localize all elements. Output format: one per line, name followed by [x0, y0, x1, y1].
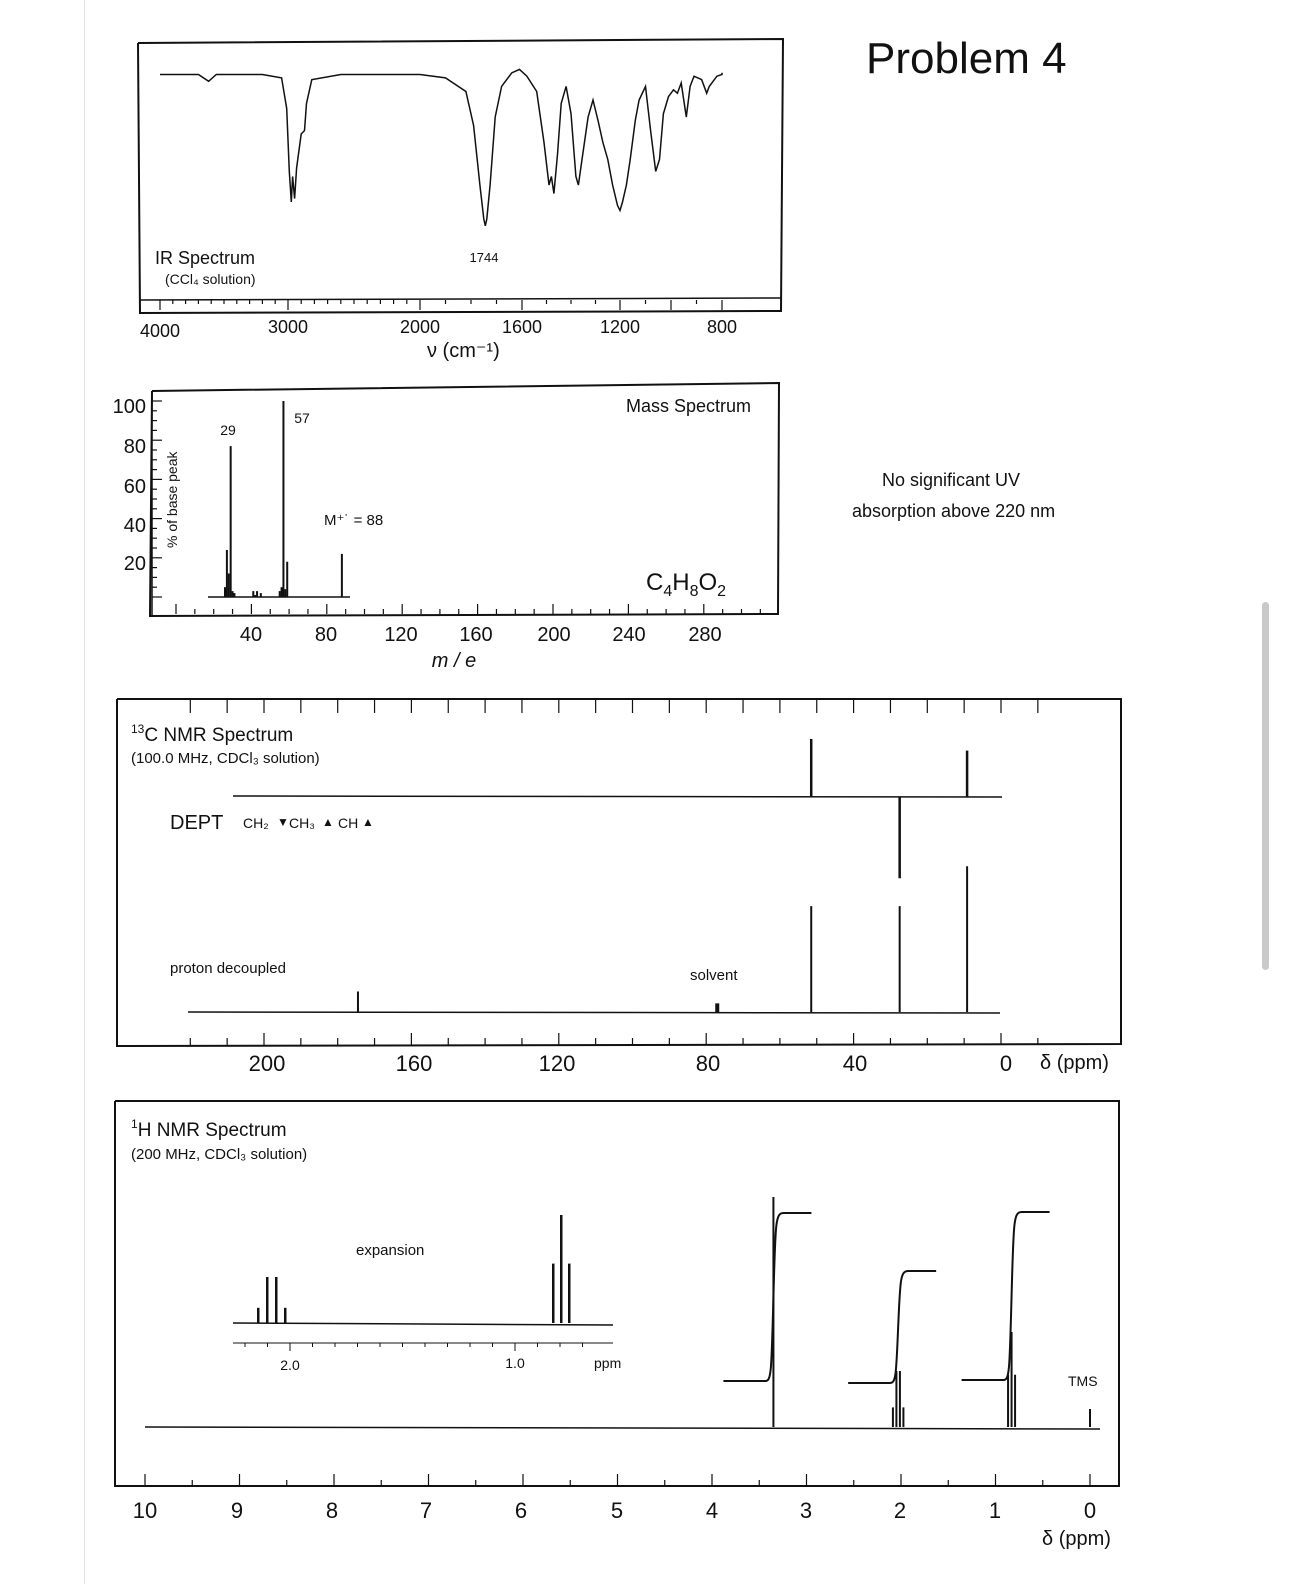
h1-expansion-tick-label: 1.0 [505, 1355, 525, 1371]
h1-tick-label: 0 [1083, 1498, 1097, 1523]
ms-peak-label-57: 57 [294, 410, 310, 426]
ms-y-tick-label: 80 [123, 436, 146, 458]
c13-subtitle: (100.0 MHz, CDCl₃ solution) [131, 750, 320, 767]
ms-bars [225, 401, 342, 597]
mass-spectrum [113, 383, 779, 672]
h1-expansion-tick-label: 2.0 [280, 1357, 300, 1373]
c13-proton-decoupled-label: proton decoupled [170, 960, 286, 977]
ms-x-tick-label: 200 [537, 624, 571, 646]
ms-peak-label-29: 29 [220, 422, 236, 438]
h1-trace [145, 1197, 1100, 1429]
ms-x-tick-label: 160 [459, 624, 493, 646]
c13-tick-label: 40 [842, 1051, 868, 1076]
ir-tick-label: 1200 [599, 317, 641, 337]
c13-title: $^{13}$C NMR Spectrum [131, 722, 294, 746]
c13-nmr-spectrum [117, 699, 1121, 1076]
h1-tick-label: 3 [799, 1498, 813, 1523]
h1-subtitle: (200 MHz, CDCl₃ solution) [131, 1146, 308, 1163]
ms-y-tick-label: 40 [123, 515, 146, 537]
ir-title: IR Spectrum [155, 248, 256, 268]
c13-dept-trace [233, 739, 1002, 878]
ir-tick-label: 4000 [139, 321, 181, 341]
c13-tick-label: 0 [999, 1051, 1013, 1076]
c13-x-axis-label: δ (ppm) [1040, 1052, 1109, 1074]
h1-expansion-unit: ppm [594, 1355, 622, 1371]
c13-tick-labels [249, 1051, 1012, 1076]
ir-axis-line [140, 298, 781, 300]
h1-integral-curve [723, 1213, 811, 1381]
c13-dept-ch2-arrow-icon: ▼ [277, 815, 289, 829]
h1-tick-label: 5 [610, 1498, 624, 1523]
c13-dept-ch-arrow-icon: ▲ [362, 815, 374, 829]
h1-expansion-inset [233, 1215, 613, 1351]
c13-solvent-label: solvent [690, 967, 738, 984]
ir-tick-label: 3000 [267, 317, 309, 337]
c13-dept-ch3: CH₃ [289, 815, 315, 831]
h1-tick-label: 10 [132, 1498, 158, 1523]
ms-y-axis-label: % of base peak [164, 451, 180, 548]
ms-x-axis-label: m / e [431, 650, 477, 672]
ir-tick-label: 2000 [399, 317, 441, 337]
h1-nmr-spectrum [115, 1101, 1119, 1550]
ms-x-tick-label: 120 [384, 624, 418, 646]
page-title: Problem 4 [866, 34, 1067, 83]
ir-tick-label: 1600 [501, 317, 543, 337]
h1-tms-label: TMS [1068, 1373, 1098, 1389]
h1-tick-label: 2 [893, 1498, 907, 1523]
h1-expansion-baseline [233, 1323, 613, 1325]
h1-ticks [145, 1474, 1090, 1486]
h1-x-axis-label: δ (ppm) [1042, 1528, 1111, 1550]
ms-x-tick-label: 240 [612, 624, 646, 646]
c13-decoupled-baseline [188, 1012, 1000, 1013]
ms-molecular-ion-label: M⁺˙ = 88 [324, 512, 384, 529]
ir-x-axis-label: ν (cm⁻¹) [427, 340, 500, 362]
ms-y-tick-labels [113, 396, 146, 575]
ir-tick-label: 800 [706, 317, 738, 337]
ir-trace [160, 69, 722, 225]
ms-y-tick-label: 60 [123, 476, 146, 498]
c13-tick-label: 200 [248, 1051, 286, 1076]
ms-x-tick-label: 40 [239, 624, 263, 646]
uv-note-line1: No significant UV [882, 470, 1021, 490]
h1-tick-label: 1 [988, 1498, 1002, 1523]
uv-note-line2: absorption above 220 nm [852, 501, 1056, 521]
h1-tick-label: 8 [325, 1498, 339, 1523]
h1-expansion-label: expansion [356, 1242, 425, 1259]
ir-subtitle: (CCl₄ solution) [165, 271, 256, 287]
h1-baseline [145, 1427, 1100, 1429]
h1-integral-curve [962, 1212, 1050, 1380]
h1-tick-label: 9 [230, 1498, 244, 1523]
ms-x-tick-label: 280 [688, 624, 722, 646]
ms-y-tick-label: 20 [123, 553, 146, 575]
h1-tick-label: 4 [705, 1498, 719, 1523]
ir-annotation-1744: 1744 [469, 250, 499, 265]
ms-x-tick-labels [240, 624, 722, 646]
h1-integrals [723, 1212, 1049, 1383]
c13-tick-label: 80 [695, 1051, 721, 1076]
h1-integral-curve [848, 1271, 936, 1383]
ms-x-tick-label: 80 [314, 624, 338, 646]
c13-tick-label: 120 [538, 1051, 576, 1076]
h1-tick-label: 6 [514, 1498, 528, 1523]
ms-y-tick-label: 100 [112, 396, 146, 418]
ms-title: Mass Spectrum [626, 396, 752, 416]
ir-tick-labels [140, 317, 737, 341]
c13-tick-label: 160 [395, 1051, 433, 1076]
c13-decoupled-trace [188, 866, 1000, 1013]
c13-dept-ch: CH [338, 815, 359, 831]
h1-tick-labels [133, 1498, 1096, 1523]
ms-molecular-formula: $C_4H_8O_2$ [646, 569, 727, 600]
h1-tick-label: 7 [419, 1498, 433, 1523]
c13-dept-label: DEPT [170, 812, 224, 834]
ir-ticks [140, 298, 781, 310]
c13-dept-ch2: CH₂ [243, 815, 269, 831]
c13-dept-ch3-arrow-icon: ▲ [322, 815, 334, 829]
h1-title: $^1$H NMR Spectrum [131, 1117, 287, 1141]
ir-spectrum [138, 39, 783, 362]
c13-dept-baseline [233, 796, 1002, 797]
